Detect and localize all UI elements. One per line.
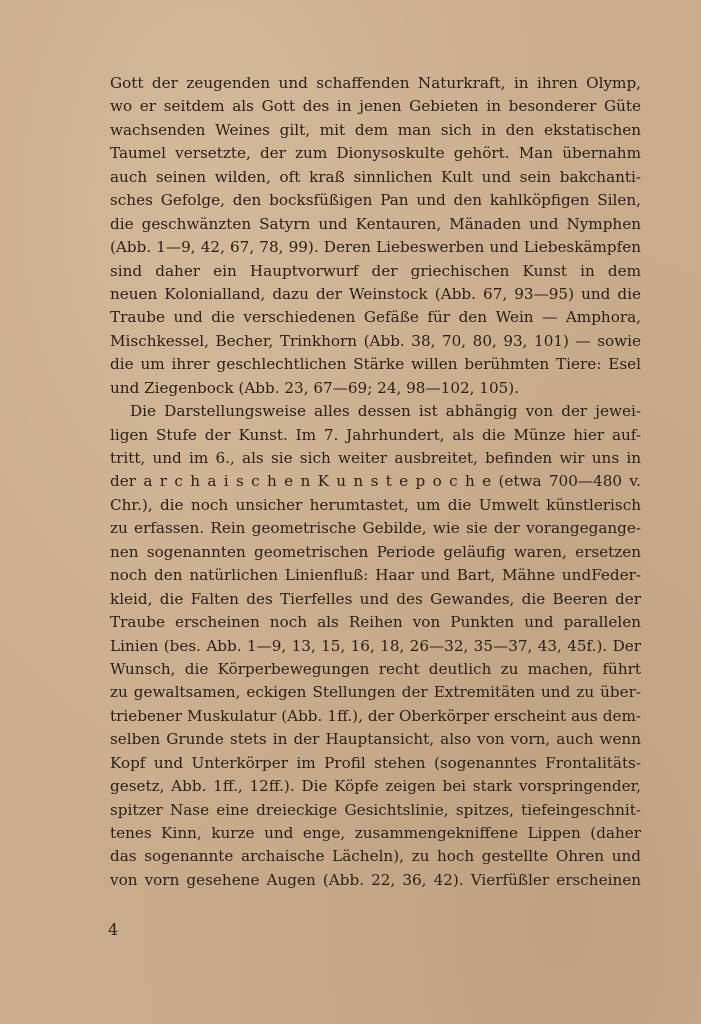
text-line: nen sogenannten geometrischen Periode geläufig waren, ersetzen (110, 542, 641, 561)
text-line: gesetz, Abb. 1ff., 12ff.). Die Köpfe zeigen bei stark vorspringender, (110, 777, 641, 796)
text-line: die um ihrer geschlechtlichen Stärke willen berühmten Tiere: Esel (110, 355, 641, 374)
text-line: (Abb. 1—9, 42, 67, 78, 99). Deren Liebeswerben und Liebeskämpfen (110, 238, 641, 257)
text-line: neuen Kolonialland, dazu der Weinstock (Abb. 67, 93—95) und die (110, 284, 641, 303)
text-line: ligen Stufe der Kunst. Im 7. Jahrhundert, als die Münze hier auf- (110, 425, 641, 444)
text-line: triebener Muskulatur (Abb. 1ff.), der Oberkörper erscheint aus dem- (110, 706, 641, 725)
text-line: selben Grunde stets in der Hauptansicht, also von vorn, auch wenn (110, 730, 641, 749)
text-line: Linien (bes. Abb. 1—9, 13, 15, 16, 18, 26—32, 35—37, 43, 45f.). Der (110, 636, 641, 655)
paragraph-start-line: Die Darstellungsweise alles dessen ist abhängig von der jewei- (130, 402, 641, 421)
text-line: zu gewaltsamen, eckigen Stellungen der Extremitäten und zu über- (110, 683, 641, 702)
text-line: Traube erscheinen noch als Reihen von Punkten und parallelen (110, 613, 641, 632)
text-line: Taumel versetzte, der zum Dionysoskulte gehört. Man übernahm (110, 144, 641, 163)
body-text (110, 72, 641, 892)
text-line: das sogenannte archaische Lächeln), zu hoch gestellte Ohren und (110, 847, 641, 866)
text-line: Gott der zeugenden und schaffenden Naturkraft, in ihren Olymp, (110, 74, 641, 92)
text-line: wachsenden Weines gilt, mit dem man sich in den ekstatischen (110, 120, 641, 139)
text-line: die geschwänzten Satyrn und Kentauren, Mänaden und Nymphen (110, 214, 641, 233)
text-line: Mischkessel, Becher, Trinkhorn (Abb. 38, 70, 80, 93, 101) — sowie (110, 331, 641, 350)
text-line: Traube und die verschiedenen Gefäße für den Wein — Amphora, (110, 308, 641, 327)
text-line: tenes Kinn, kurze und enge, zusammengekniffene Lippen (daher (110, 824, 641, 842)
text-line: tritt, und im 6., als sie sich weiter ausbreitet, befinden wir uns in (110, 449, 641, 467)
text-line: zu erfassen. Rein geometrische Gebilde, wie sie der vorangegange- (110, 519, 641, 538)
paragraph-end-line: und Ziegenbock (Abb. 23, 67—69; 24, 98—102, 105). (110, 378, 520, 397)
text-line: wo er seitdem als Gott des in jenen Gebieten in besonderer Güte (110, 97, 641, 116)
text-line: kleid, die Falten des Tierfelles und des Gewandes, die Beeren der (110, 589, 641, 608)
text-line: Wunsch, die Körperbewegungen recht deutlich zu machen, führt (110, 659, 641, 678)
text-line: sches Gefolge, den bocksfüßigen Pan und den kahlköpfigen Silen, (110, 191, 641, 210)
text-line: auch seinen wilden, oft kraß sinnlichen Kult und sein bakchanti- (110, 167, 641, 186)
text-line: Chr.), die noch unsicher herumtastet, um die Umwelt künstlerisch (110, 495, 641, 514)
text-line: der a r c h a i s c h e n K u n s t e p o c h e (etwa 700—480 v. (110, 472, 641, 491)
text-line: Kopf und Unterkörper im Profil stehen (sogenanntes Frontalitäts- (110, 753, 641, 772)
text-line: spitzer Nase eine dreieckige Gesichtslinie, spitzes, tiefeingeschnit- (110, 800, 641, 819)
text-line: noch den natürlichen Linienfluß: Haar und Bart, Mähne undFeder- (110, 566, 641, 585)
text-line: von vorn gesehene Augen (Abb. 22, 36, 42). Vierfüßler erscheinen (110, 870, 641, 889)
text-line: sind daher ein Hauptvorwurf der griechischen Kunst in dem (110, 261, 641, 280)
page-number: 4 (108, 920, 119, 939)
